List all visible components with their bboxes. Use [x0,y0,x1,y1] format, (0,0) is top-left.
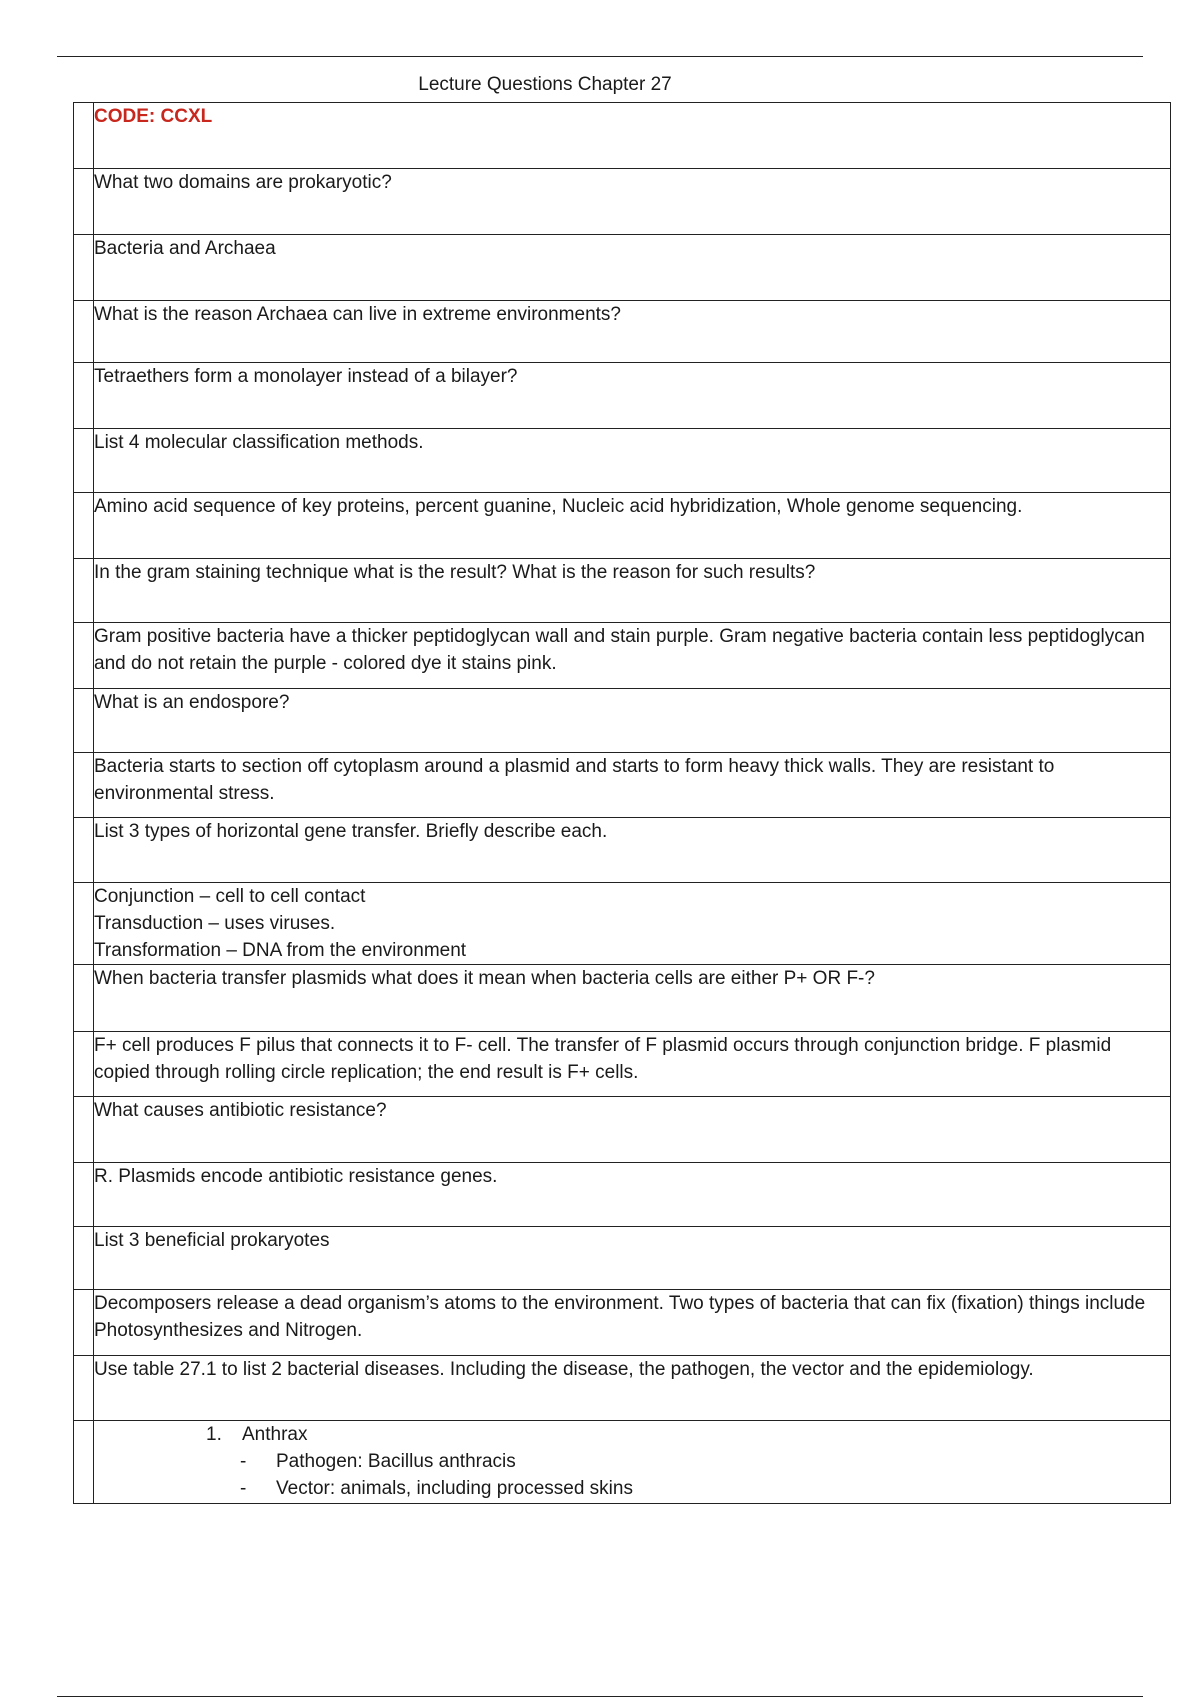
row-marker-cell [74,1290,94,1356]
sub-item-text: Vector: animals, including processed skins [276,1478,633,1499]
table-row [74,1097,1171,1163]
qa-table [73,102,1171,1504]
row-marker-cell [74,169,94,235]
table-row [74,429,1171,493]
question-cell: List 3 types of horizontal gene transfer. Briefly describe each. [94,818,1171,883]
row-marker-cell [74,235,94,301]
row-marker-cell [74,818,94,883]
table-row [74,1421,1171,1504]
item-text: Anthrax [242,1424,308,1445]
code-label: CODE: CCXL [94,106,213,127]
sub-item [240,1448,1170,1475]
answer-cell: Amino acid sequence of key proteins, percent guanine, Nucleic acid hybridization, Whole genome sequencing. [94,493,1171,559]
item-number: 1. [206,1424,222,1445]
table-row [74,1290,1171,1356]
numbered-item [206,1421,1170,1448]
question-cell: What is the reason Archaea can live in extreme environments? [94,301,1171,363]
answer-line: Conjunction – cell to cell contact [94,886,366,907]
table-row [74,689,1171,753]
answer-cell: Decomposers release a dead organism’s atoms to the environment. Two types of bacteria that can fix (fixation) things include Photosynthesizes and Nitrogen. [94,1290,1171,1356]
answer-cell [94,883,1171,965]
row-marker-cell [74,559,94,623]
table-row [74,965,1171,1032]
row-marker-cell [74,103,94,169]
table-row [74,235,1171,301]
table-row [74,753,1171,818]
answer-cell: Bacteria starts to section off cytoplasm around a plasmid and starts to form heavy thick walls. They are resistant to environmental stress. [94,753,1171,818]
answer-line: Transduction – uses viruses. [94,913,336,934]
table-row [74,559,1171,623]
answer-cell: Gram positive bacteria have a thicker peptidoglycan wall and stain purple. Gram negative bacteria contain less peptidoglycan and do not retain the purple - colored dye it stains pink. [94,623,1171,689]
table-row [74,1227,1171,1290]
row-marker-cell [74,1097,94,1163]
table-row [74,363,1171,429]
row-marker-cell [74,1356,94,1421]
table-row [74,818,1171,883]
answer-cell: F+ cell produces F pilus that connects it to F- cell. The transfer of F plasmid occurs through conjunction bridge. F plasmid copied through rolling circle replication; the end result is F+ cells. [94,1032,1171,1097]
table-row [74,103,1171,169]
page-title: Lecture Questions Chapter 27 [418,74,672,95]
question-cell: What causes antibiotic resistance? [94,1097,1171,1163]
table-row [74,301,1171,363]
dash-bullet: - [240,1478,247,1499]
answer-cell [94,1421,1171,1504]
row-marker-cell [74,1032,94,1097]
table-row [74,623,1171,689]
table-row [74,883,1171,965]
dash-bullet: - [240,1451,247,1472]
row-marker-cell [74,883,94,965]
row-marker-cell [74,1421,94,1504]
table-row [74,1163,1171,1227]
answer-line: Transformation – DNA from the environment [94,940,467,961]
question-cell: In the gram staining technique what is the result? What is the reason for such results? [94,559,1171,623]
row-marker-cell [74,623,94,689]
answer-cell: Bacteria and Archaea [94,235,1171,301]
question-cell: What is an endospore? [94,689,1171,753]
answer-cell: R. Plasmids encode antibiotic resistance genes. [94,1163,1171,1227]
row-marker-cell [74,1163,94,1227]
row-marker-cell [74,965,94,1032]
table-row [74,1356,1171,1421]
sub-item-text: Pathogen: Bacillus anthracis [276,1451,516,1472]
row-marker-cell [74,753,94,818]
code-cell [94,103,1171,169]
row-marker-cell [74,689,94,753]
table-row [74,1032,1171,1097]
question-cell: List 3 beneficial prokaryotes [94,1227,1171,1290]
row-marker-cell [74,1227,94,1290]
question-cell: List 4 molecular classification methods. [94,429,1171,493]
row-marker-cell [74,493,94,559]
header-rule [57,56,1143,57]
table-row [74,493,1171,559]
answer-cell: Tetraethers form a monolayer instead of a bilayer? [94,363,1171,429]
sub-item [240,1475,1170,1502]
row-marker-cell [74,363,94,429]
question-cell: What two domains are prokaryotic? [94,169,1171,235]
row-marker-cell [74,301,94,363]
question-cell: When bacteria transfer plasmids what does it mean when bacteria cells are either P+ OR F-? [94,965,1171,1032]
question-cell: Use table 27.1 to list 2 bacterial diseases. Including the disease, the pathogen, the vector and the epidemiology. [94,1356,1171,1421]
table-row [74,169,1171,235]
row-marker-cell [74,429,94,493]
footer-rule [57,1696,1143,1697]
